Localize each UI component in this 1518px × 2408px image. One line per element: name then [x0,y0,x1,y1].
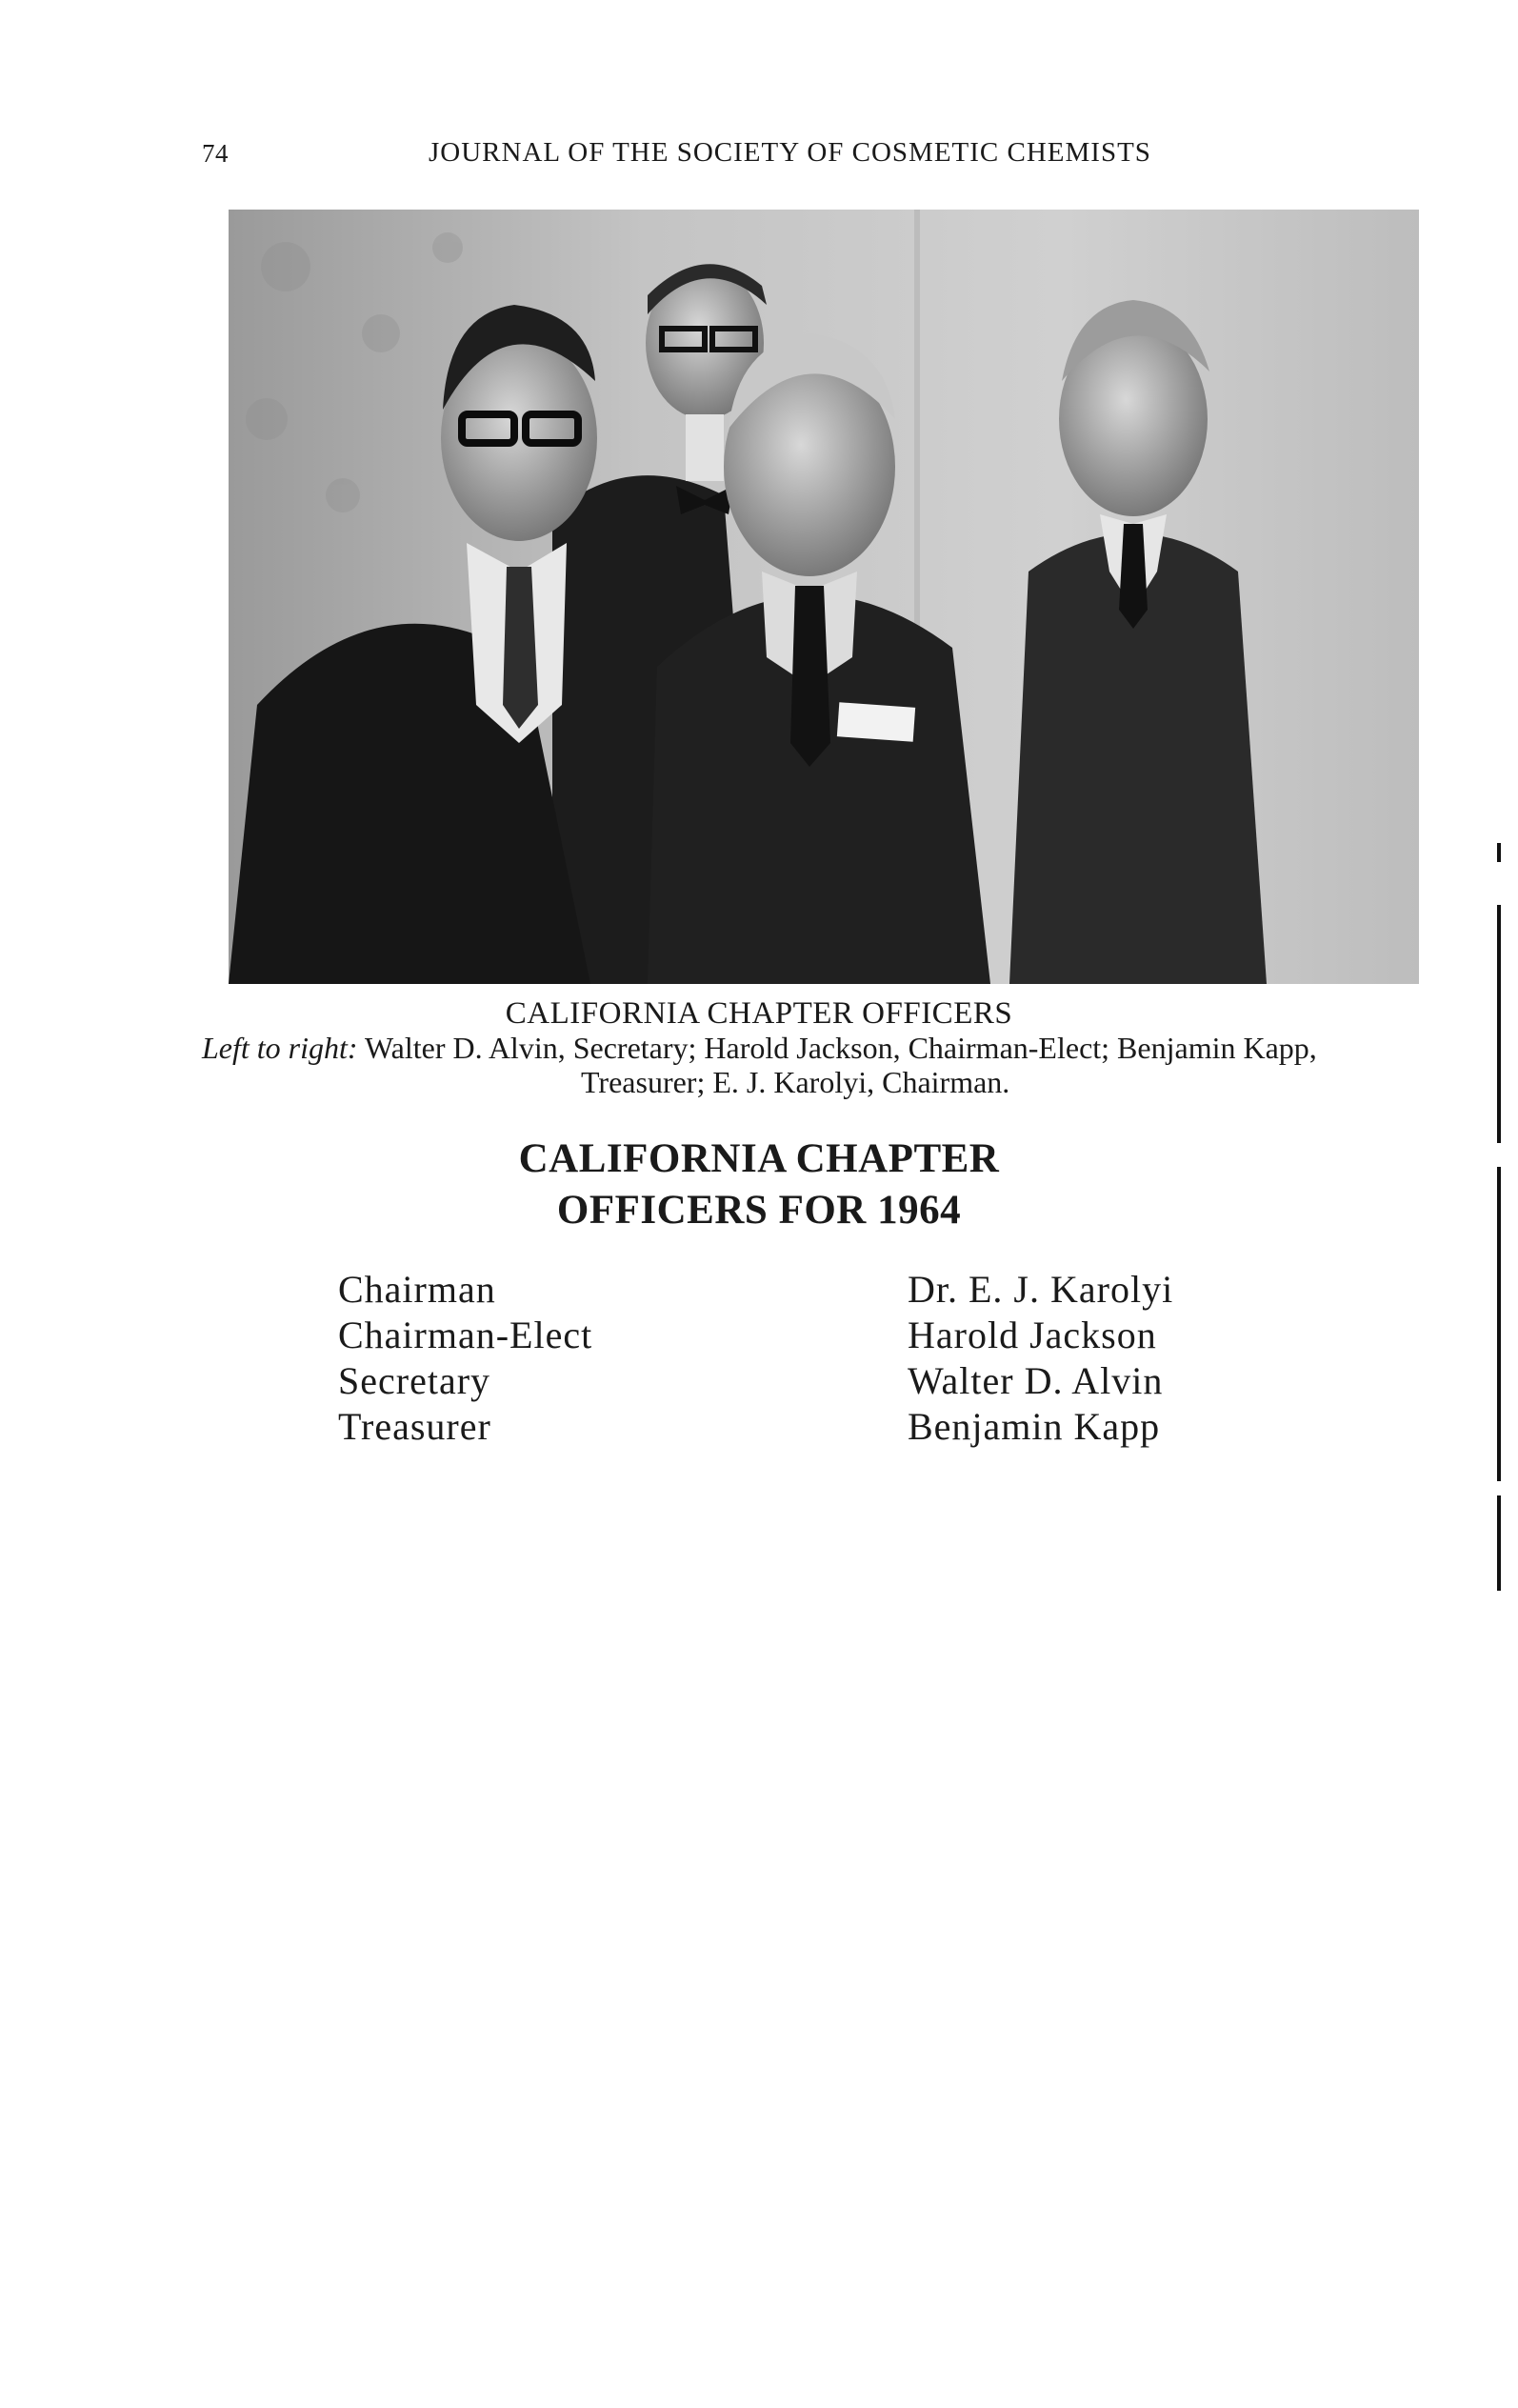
caption-lead: Left to right: [202,1031,358,1065]
scan-mark [1497,1495,1501,1591]
officer-name: Walter D. Alvin [908,1359,1164,1402]
officer-row [338,1358,1290,1404]
caption-line-1 [202,1031,1449,1066]
officer-row [338,1404,1290,1450]
officer-role: Chairman [338,1268,496,1311]
scan-mark [1497,843,1501,862]
officer-name: Harold Jackson [908,1314,1157,1356]
caption-title: CALIFORNIA CHAPTER OFFICERS [505,996,1013,1031]
officer-role: Chairman-Elect [338,1314,593,1356]
officer-name: Benjamin Kapp [908,1405,1161,1448]
heading-line-2: OFFICERS FOR 1964 [556,1188,962,1233]
officer-row [338,1267,1290,1313]
officer-role: Treasurer [338,1405,491,1448]
page-number: 74 [202,139,229,168]
caption-text-1: Walter D. Alvin, Secretary; Harold Jackson, Chairman-Elect; Benjamin Kapp, [364,1031,1317,1065]
scan-mark [1497,1167,1501,1481]
group-photo [229,210,1419,984]
officer-role: Secretary [338,1359,491,1402]
scan-mark [1497,905,1501,1143]
running-head: JOURNAL OF THE SOCIETY OF COSMETIC CHEMISTS [429,137,1151,168]
caption-line-2: Treasurer; E. J. Karolyi, Chairman. [581,1065,1010,1099]
officer-row [338,1313,1290,1358]
heading-line-1: CALIFORNIA CHAPTER [518,1136,1000,1181]
officer-name: Dr. E. J. Karolyi [908,1268,1174,1311]
officers-list [338,1267,1290,1450]
section-heading [0,1134,1518,1236]
